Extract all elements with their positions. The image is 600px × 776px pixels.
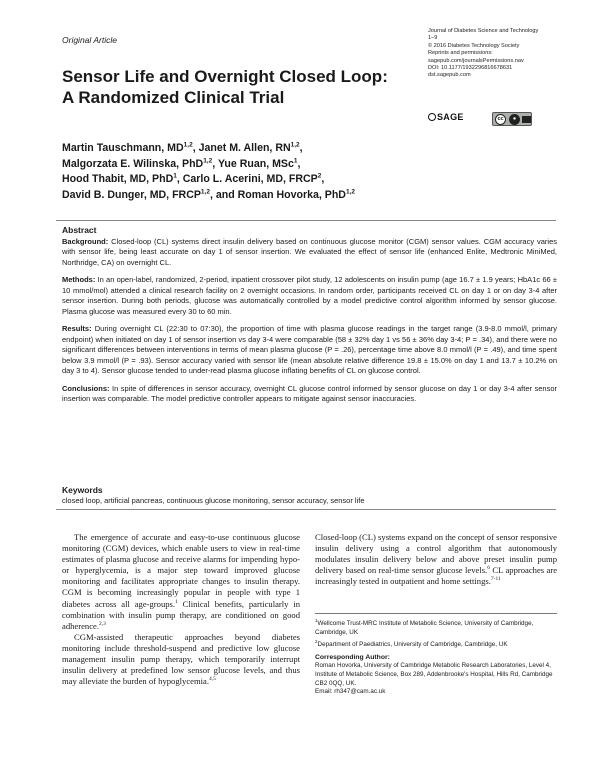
author-name: Martin Tauschmann, MD	[62, 142, 184, 154]
citation-link[interactable]: 6	[487, 565, 490, 572]
body-left-column	[62, 532, 300, 687]
journal-info	[428, 28, 558, 80]
keywords-text: closed loop, artificial pancreas, continuous glucose monitoring, sensor accuracy, sensor life	[62, 496, 365, 505]
keywords-heading: Keywords	[62, 485, 103, 495]
author-affiliation: 1,2	[200, 188, 210, 196]
author-affiliation: 2	[317, 172, 322, 180]
affiliation-text: Department of Paediatrics, University of Cambridge, Cambridge, UK	[317, 641, 508, 649]
affiliation-1	[315, 617, 560, 637]
citation-link[interactable]: 7-11	[490, 576, 501, 583]
sage-ring-icon	[428, 113, 436, 121]
background-text: Closed-loop (CL) systems direct insulin delivery based on continuous glucose monitor (CGM) sensor values. CGM accuracy varies with sensor life, being least accurate on day 1 of sensor insertion. We evaluated the effect of sensor life (enhanced Enlite, Medtronic MiniMed, Northridge, CA) on overnight CL.	[62, 236, 557, 267]
title-line-2: A Randomized Clinical Trial	[62, 88, 285, 107]
conclusions-label: Conclusions:	[62, 383, 110, 393]
methods-label: Methods:	[62, 275, 96, 284]
footnote-divider	[315, 613, 557, 614]
author-list	[62, 141, 442, 203]
citation-link[interactable]: 1	[175, 598, 178, 605]
author-affiliation: 1,2	[203, 157, 213, 165]
author-line	[62, 157, 442, 173]
journal-pages: 1–9	[428, 35, 438, 42]
abstract	[62, 225, 557, 412]
footnotes	[315, 617, 560, 697]
conclusions-text: In spite of differences in sensor accuracy, overnight CL glucose control informed by sensor glucose on day 1 or day 3-4 after sensor insertion was comparable. The model predictive controller appears to mitigate against sensor inaccuracies.	[62, 383, 557, 403]
author-name: David B. Dunger, MD, FRCP	[62, 188, 201, 201]
body-text: Closed-loop (CL) systems expand on the concept of sensor responsive insulin delivery using a control algorithm that autonomously modulates insulin delivery below and above preset insulin pump delivery based on real-time sensor glucose levels.	[315, 532, 557, 576]
sage-wordmark: SAGE	[437, 112, 464, 122]
attribution-icon: ●	[509, 114, 520, 125]
title-line-1: Sensor Life and Overnight Closed Loop:	[62, 67, 388, 86]
author-name: Janet M. Allen, RN	[198, 142, 291, 154]
abstract-methods	[62, 275, 557, 317]
author-affiliation: 1,2	[345, 188, 355, 196]
author-affiliation: 1	[293, 157, 298, 165]
author-affiliation: 1,2	[183, 141, 193, 149]
affiliation-2	[315, 641, 560, 650]
author-separator: ,	[176, 173, 183, 186]
author-affiliation: 1,2	[290, 141, 300, 149]
body-text: The emergence of accurate and easy-to-use continuous glucose monitoring (CGM) devices, which enable users to view in real-time estimates of plasma glucose and receive alarms for impending hypo- or hyperglycemia, is a major step toward improved glucose monitoring and facilitates appropriate changes to insulin therapy. CGM is becoming increasingly popular in people with type 1 diabetes across all age-groups.	[62, 532, 300, 609]
author-name: Hood Thabit, MD, PhD	[62, 173, 174, 186]
background-label: Background:	[62, 236, 109, 246]
author-name: Roman Hovorka, PhD	[237, 188, 346, 201]
journal-website[interactable]: dst.sagepub.com	[428, 72, 471, 79]
abstract-conclusions	[62, 384, 557, 405]
copyright: © 2016 Diabetes Technology Society	[428, 42, 520, 49]
keywords	[62, 485, 557, 506]
body-right-column	[315, 532, 557, 587]
author-separator: , and	[209, 188, 238, 201]
body-paragraph	[62, 632, 300, 687]
citation-link[interactable]: 2,3	[98, 620, 106, 627]
body-paragraph	[62, 532, 300, 632]
affiliation-number: 2	[315, 639, 318, 645]
author-separator: ,	[321, 173, 325, 186]
author-name: Malgorzata E. Wilinska, PhD	[62, 157, 204, 170]
author-name: Yue Ruan, MSc	[217, 157, 294, 170]
corresponding-author-email[interactable]: Email: rh347@cam.ac.uk	[315, 688, 386, 696]
publisher-logos	[428, 112, 568, 126]
license-bar	[522, 116, 531, 123]
author-affiliation: 1	[173, 172, 177, 180]
results-text: During overnight CL (22:30 to 07:30), the proportion of time with plasma glucose readings in the target range (3.9-8.0 mmol/l, primary endpoint) when initiated on day 1 of sensor insertion vs day 3-4 were comparable (58 ± 32% day 1 vs 56 ± 36% day 3-4; P = .34), and there were no significant differences between interventions in terms of mean plasma glucose (P = .26), percentage time above 8.0 mmol/l (P = .49), and time spent below 3.9 mmol/l (P = .93). Sensor accuracy varied with sensor life (mean absolute relative difference 19.8 ± 15.0% on day 1 and 13.7 ± 10.2% on day 3 to 4). Sensor glucose tended to under-read plasma glucose inflating benefits of CL on glucose control.	[62, 324, 557, 375]
cc-icon: cc	[495, 114, 506, 125]
abstract-background	[62, 237, 557, 269]
abstract-heading: Abstract	[62, 225, 97, 235]
author-separator: ,	[192, 142, 199, 154]
reprints-label: Reprints and permissions:	[428, 50, 493, 57]
article-title	[62, 66, 407, 108]
body-paragraph	[315, 532, 557, 587]
author-separator: ,	[299, 142, 303, 154]
doi[interactable]: DOI: 10.1177/1932296816678631	[428, 65, 513, 72]
abstract-results	[62, 324, 557, 377]
corresponding-author-address: Roman Hovorka, University of Cambridge Metabolic Research Laboratories, Level 4, Institute of Metabolic Science, Box 289, Addenbrooke's Hospital, Hills Rd, Cambridge CB2 0QQ, UK.	[315, 662, 553, 687]
results-label: Results:	[62, 324, 92, 333]
body-text: Clinical benefits, particularly in combination with insulin pump therapy, are conditioned on good adherence.	[62, 598, 300, 631]
author-name: Carlo L. Acerini, MD, FRCP	[182, 173, 318, 186]
author-separator: ,	[212, 157, 218, 170]
article-type-label: Original Article	[62, 35, 117, 45]
body-text: CL approaches are increasingly tested in outpatient and home settings.	[315, 565, 558, 587]
affiliation-number: 1	[315, 617, 318, 623]
methods-text: In an open-label, randomized, 2-period, inpatient crossover pilot study, 12 adolescents on insulin pump (age 16.7 ± 1.9 years; HbA1c 66 ± 10 mmol/mol) attended a clinical research facility on 2 overnight occasions. In random order, participants received CL on day 1 or on day 3-4 after sensor insertion. During both periods, glucose was automatically controlled by a model predictive control algorithm informed by sensor glucose. Plasma glucose was measured every 30 to 60 min.	[62, 275, 557, 316]
corresponding-author-heading: Corresponding Author:	[315, 653, 390, 661]
author-line	[62, 141, 442, 157]
author-line	[62, 188, 442, 204]
citation-link[interactable]: 4,5	[209, 676, 216, 683]
body-text: CGM-assisted therapeutic approaches beyond diabetes monitoring include threshold-suspend and predictive low glucose management insulin pump therapy, which temporarily interrupt insulin delivery at predefined low sensor glucose levels, and thus may alleviate the burden of hypoglycemia.	[62, 631, 300, 687]
author-line	[62, 172, 442, 188]
affiliation-text: Wellcome Trust-MRC Institute of Metabolic Science, University of Cambridge, Cambridge, UK	[315, 620, 534, 636]
author-separator: ,	[297, 157, 301, 170]
permissions-link[interactable]: sagepub.com/journalsPermissions.nav	[428, 57, 524, 64]
sage-logo	[428, 112, 464, 122]
journal-name: Journal of Diabetes Science and Technology	[428, 28, 539, 34]
creative-commons-by-icon	[492, 112, 532, 126]
